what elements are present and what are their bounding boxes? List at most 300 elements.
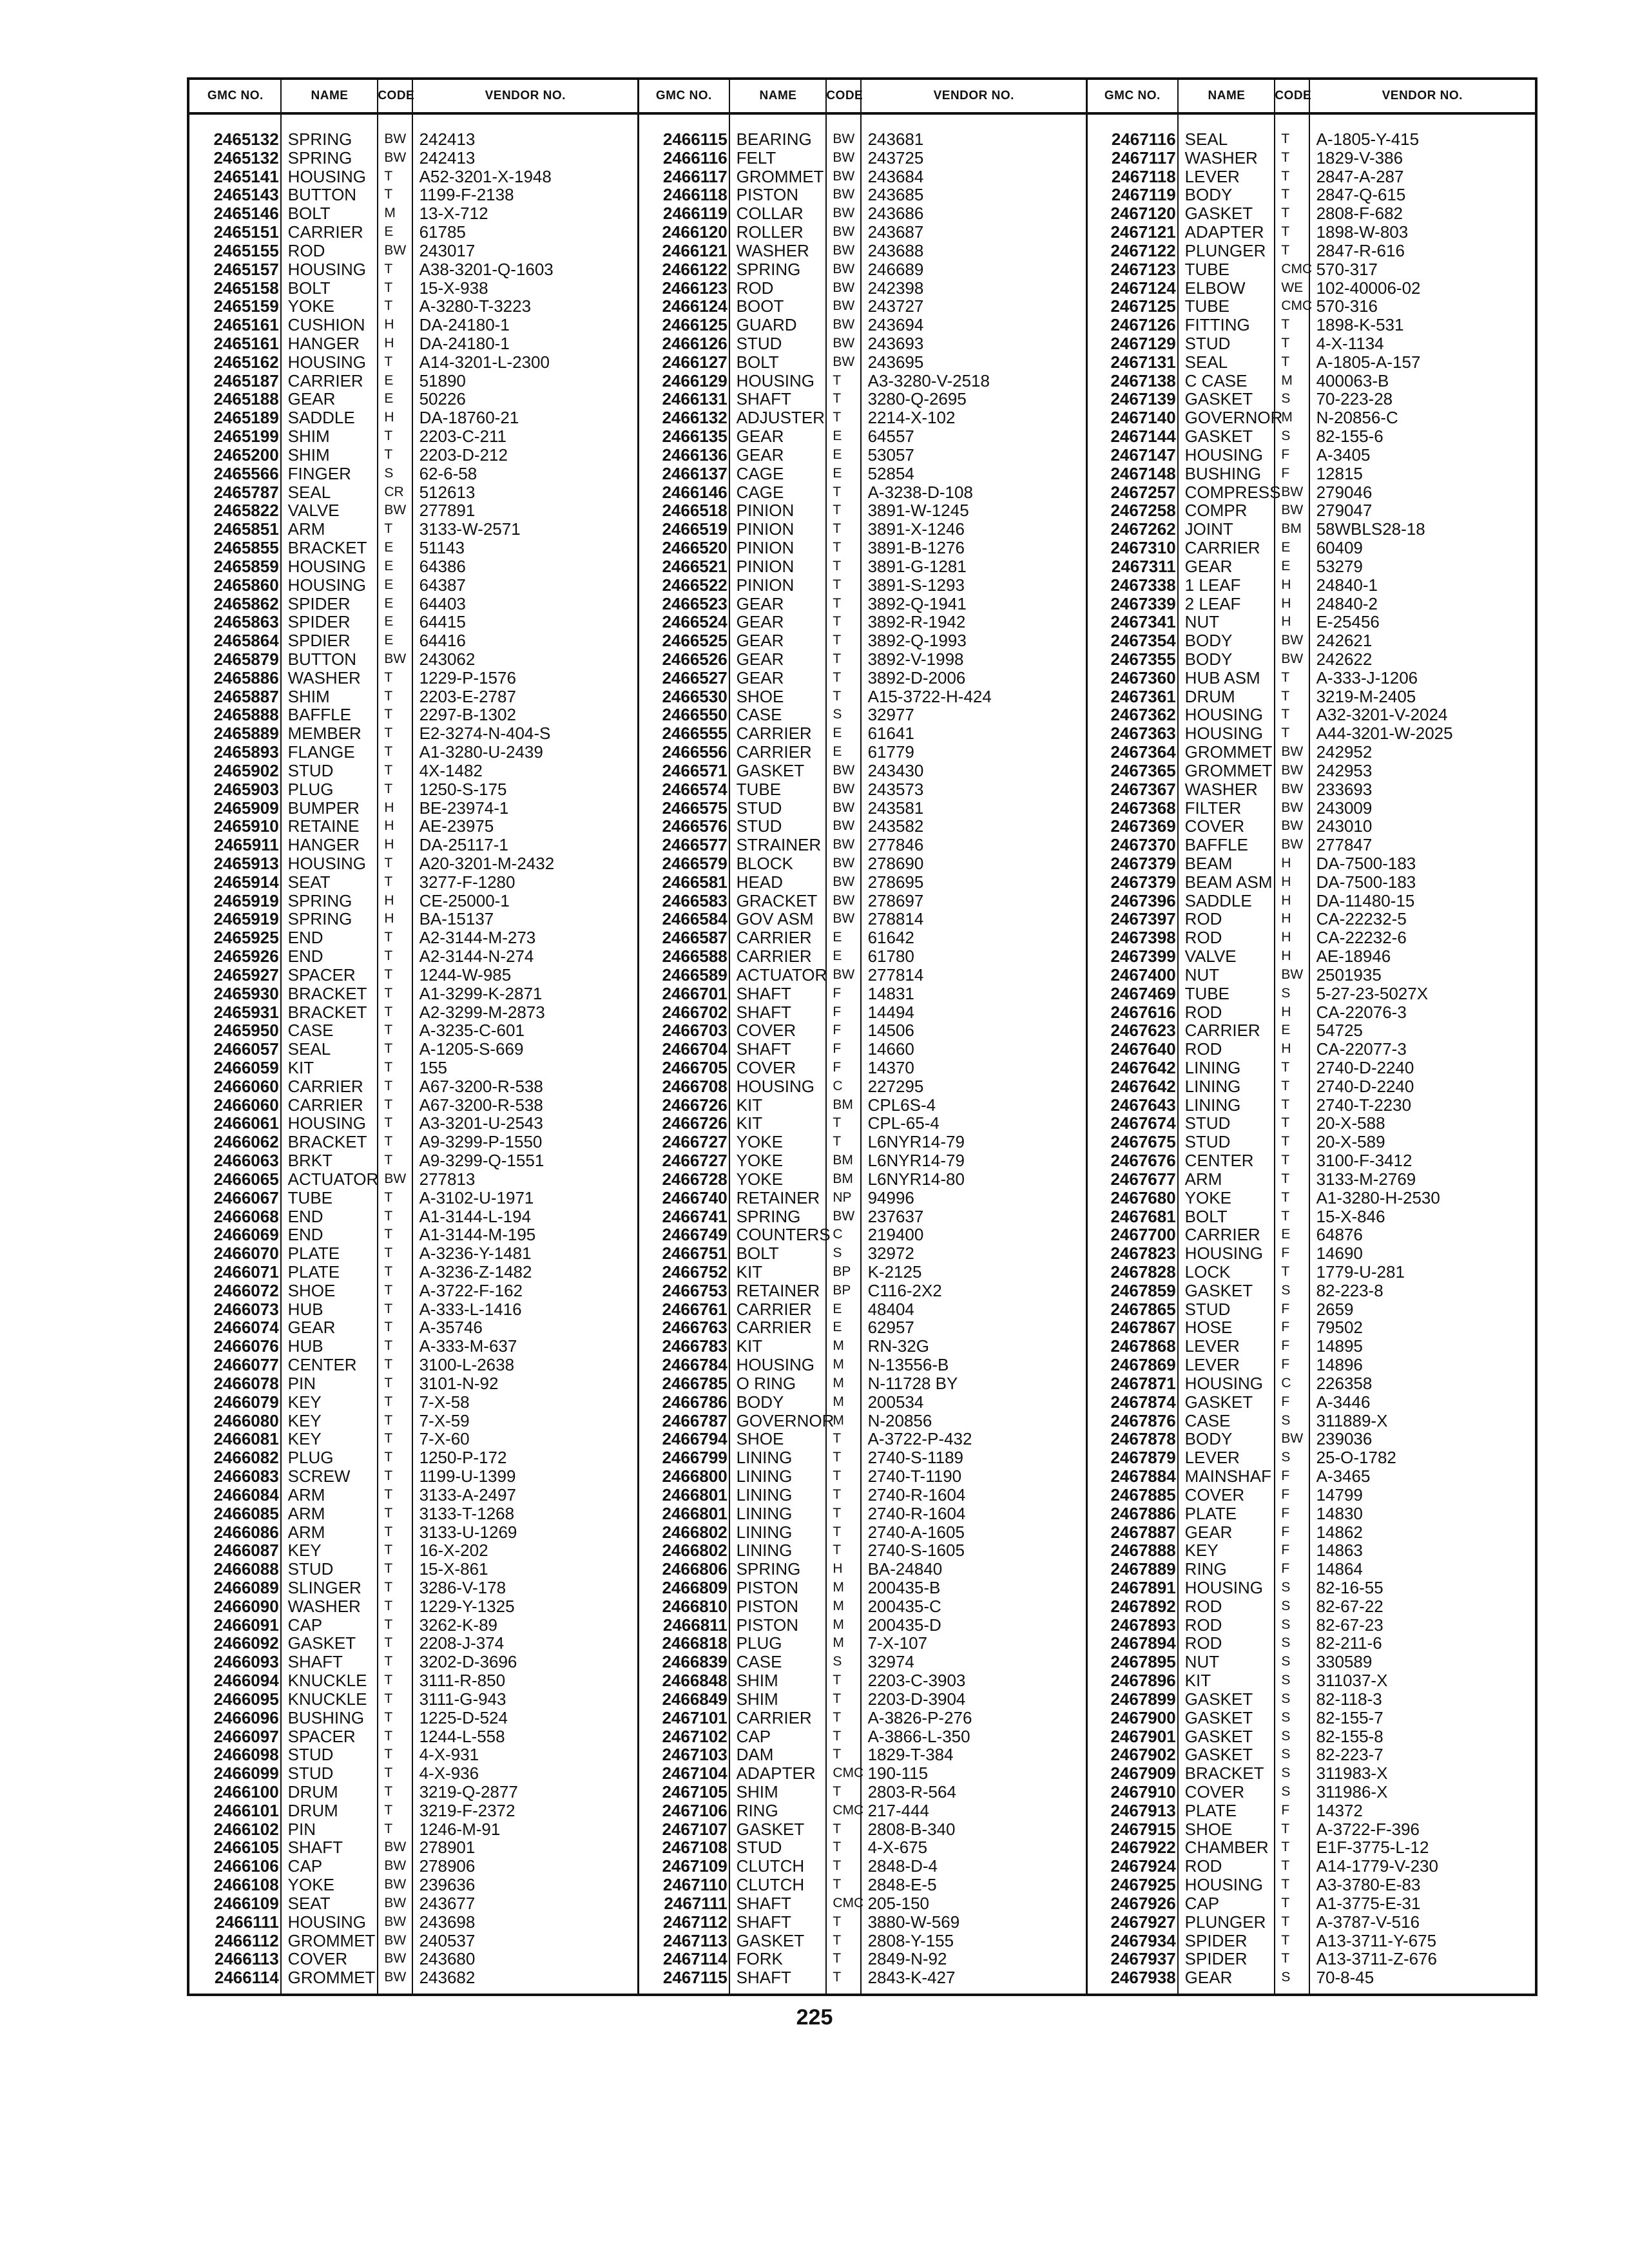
table-row (638, 947, 1086, 966)
vendor-number: 243680 (419, 1949, 476, 1969)
part-name: SPRING (736, 1206, 801, 1226)
table-row (638, 1857, 1086, 1876)
table-row (189, 1374, 638, 1393)
gmc-number: 2465851 (213, 519, 279, 539)
gmc-number: 2467125 (1110, 296, 1176, 316)
part-name: CARRIER (736, 724, 812, 744)
code: T (384, 1134, 393, 1149)
table-row (638, 1040, 1086, 1059)
vendor-number: 32972 (867, 1244, 914, 1264)
code: T (384, 1004, 393, 1019)
table-row (1086, 1300, 1535, 1319)
gmc-number: 2467889 (1110, 1559, 1176, 1579)
vendor-number: 4X-1482 (419, 760, 483, 780)
table-row (1086, 1653, 1535, 1671)
gmc-number: 2467886 (1110, 1503, 1176, 1523)
code: S (1281, 1747, 1291, 1762)
code: T (833, 1115, 842, 1131)
vendor-number: 15-X-846 (1316, 1206, 1385, 1226)
gmc-number: 2466800 (662, 1466, 728, 1486)
gmc-number: 2466579 (662, 853, 728, 873)
part-name: BOLT (287, 278, 331, 298)
part-name: END (287, 1206, 323, 1226)
table-row (1086, 1486, 1535, 1504)
table-row (638, 427, 1086, 446)
vendor-number: 243677 (419, 1893, 476, 1913)
vendor-number: 227295 (867, 1076, 924, 1096)
code: T (384, 1078, 393, 1093)
table-row (189, 372, 638, 390)
code: T (384, 1468, 393, 1484)
part-name: HANGER (287, 334, 360, 354)
vendor-number: 3262-K-89 (419, 1615, 498, 1635)
table-row (1086, 1170, 1535, 1189)
code: CMC (833, 1802, 864, 1818)
part-name: KEY (287, 1410, 322, 1430)
table-row (189, 650, 638, 669)
table-row (1086, 223, 1535, 242)
part-name: HOUSING (287, 352, 367, 372)
gmc-number: 2465158 (213, 278, 279, 298)
vendor-number: 7-X-58 (419, 1392, 470, 1412)
vendor-number: 2808-Y-155 (867, 1930, 954, 1950)
vendor-number: K-2125 (867, 1262, 922, 1282)
code: BW (833, 149, 855, 165)
vendor-number: 4-X-1134 (1316, 334, 1384, 354)
vendor-number: 32977 (867, 705, 914, 725)
code: BW (833, 206, 855, 221)
gmc-number: 2467823 (1110, 1244, 1176, 1264)
gmc-number: 2466099 (213, 1763, 279, 1783)
part-name: SPRING (287, 909, 352, 929)
table-row (1086, 353, 1535, 372)
vendor-number: 3219-F-2372 (419, 1800, 516, 1820)
code: T (384, 707, 393, 722)
part-name: GROMMET (736, 166, 824, 186)
gmc-number: 2465141 (213, 166, 279, 186)
vendor-number: 14830 (1316, 1503, 1363, 1523)
table-row (1086, 1040, 1535, 1059)
vendor-number: 3133-U-1269 (419, 1522, 517, 1542)
table-row (638, 1671, 1086, 1690)
vendor-number: 2843-K-427 (867, 1968, 956, 1988)
code: T (384, 1375, 393, 1390)
table-row (189, 297, 638, 316)
part-name: ROD (736, 278, 774, 298)
gmc-number: 2466763 (662, 1318, 728, 1338)
table-row (638, 1225, 1086, 1244)
code: T (833, 688, 842, 704)
part-name: SHAFT (736, 1968, 791, 1988)
vendor-number: A13-3711-Y-675 (1316, 1930, 1437, 1950)
code: T (384, 1338, 393, 1354)
table-row (638, 1356, 1086, 1374)
gmc-number: 2467362 (1110, 705, 1176, 725)
code: WE (1281, 280, 1304, 295)
vendor-number: 58WBLS28-18 (1316, 519, 1425, 539)
vendor-number: 243682 (419, 1968, 476, 1988)
vendor-number: BA-24840 (867, 1559, 943, 1579)
vendor-number: 3133-A-2497 (419, 1485, 516, 1504)
table-row (638, 316, 1086, 334)
vendor-number: 25-O-1782 (1316, 1448, 1396, 1468)
code: BW (833, 1208, 855, 1224)
vendor-number: 2803-R-564 (867, 1782, 956, 1802)
gmc-number: 2467114 (662, 1949, 728, 1969)
gmc-number: 2467122 (1110, 240, 1176, 260)
part-name: CARRIER (287, 370, 363, 390)
code: F (1281, 1394, 1290, 1409)
table-row (1086, 1523, 1535, 1542)
table-row (189, 1244, 638, 1263)
code: T (384, 1450, 393, 1465)
code: F (833, 1041, 842, 1057)
vendor-number: 277846 (867, 835, 924, 855)
table-row (1086, 297, 1535, 316)
code: T (1281, 1115, 1290, 1131)
gmc-number: 2466550 (662, 705, 728, 725)
code: E (833, 948, 842, 964)
gmc-number: 2467121 (1110, 222, 1176, 242)
vendor-number: A-3722-F-162 (419, 1280, 523, 1300)
part-name: KEY (287, 1392, 322, 1412)
gmc-number: 2466081 (213, 1429, 279, 1449)
code: H (384, 818, 394, 834)
code: BW (1281, 966, 1304, 982)
part-name: CAGE (736, 482, 784, 502)
vendor-number: 12815 (1316, 463, 1363, 483)
table-row (1086, 1263, 1535, 1282)
code: BW (1281, 633, 1304, 648)
vendor-number: 14506 (867, 1021, 914, 1041)
gmc-number: 2467397 (1110, 909, 1176, 929)
table-row (638, 223, 1086, 242)
gmc-number: 2466098 (213, 1745, 279, 1765)
vendor-number: 53057 (867, 445, 914, 465)
table-row (1086, 743, 1535, 762)
header-name: NAME (1208, 89, 1246, 102)
table-row (189, 279, 638, 298)
part-name: CAP (736, 1726, 771, 1746)
gmc-number: 2465157 (213, 259, 279, 279)
gmc-number: 2466749 (662, 1225, 728, 1245)
code: T (384, 1617, 393, 1632)
code: BW (833, 911, 855, 927)
gmc-number: 2466125 (662, 315, 728, 335)
part-name: ROD (1184, 909, 1222, 929)
code: T (833, 503, 842, 518)
table-row (189, 724, 638, 743)
table-row (1086, 947, 1535, 966)
gmc-number: 2466588 (662, 947, 728, 966)
table-row (1086, 372, 1535, 390)
code: T (833, 372, 842, 388)
code: T (833, 484, 842, 499)
vendor-number: A15-3722-H-424 (867, 686, 992, 706)
part-name: BRACKET (1184, 1763, 1264, 1783)
code: F (1281, 447, 1290, 462)
part-name: LINING (1184, 1095, 1241, 1115)
gmc-number: 2467147 (1110, 445, 1176, 465)
code: BW (833, 280, 855, 295)
code: T (833, 1673, 842, 1688)
part-name: STUD (1184, 1299, 1231, 1319)
gmc-number: 2467104 (662, 1763, 728, 1783)
code: F (1281, 465, 1290, 481)
code: T (384, 744, 393, 760)
vendor-number: 1225-D-524 (419, 1707, 508, 1727)
table-row (189, 1448, 638, 1467)
part-name: PISTON (736, 1596, 798, 1616)
vendor-number: 2203-C-3903 (867, 1671, 966, 1691)
gmc-number: 2465913 (213, 853, 279, 873)
gmc-number: 2465161 (213, 315, 279, 335)
table-row (1086, 799, 1535, 818)
table-row (189, 390, 638, 408)
header-gmc-no: GMC NO. (1104, 89, 1161, 102)
vendor-number: 243698 (419, 1912, 476, 1932)
gmc-number: 2465161 (213, 334, 279, 354)
gmc-number: 2466061 (213, 1113, 279, 1133)
part-name: TUBE (287, 1187, 333, 1207)
table-row (189, 1133, 638, 1151)
gmc-number: 2466849 (662, 1689, 728, 1709)
code: M (833, 1412, 844, 1428)
part-name: HOUSING (1184, 705, 1264, 725)
table-row (1086, 1894, 1535, 1913)
gmc-number: 2466112 (214, 1930, 279, 1950)
vendor-number: 62957 (867, 1318, 914, 1338)
table-row (638, 1244, 1086, 1263)
gmc-number: 2466584 (662, 909, 728, 929)
part-name: GEAR (736, 668, 784, 687)
table-row (638, 1932, 1086, 1950)
vendor-number: 82-118-3 (1316, 1689, 1382, 1709)
table-row (189, 260, 638, 279)
table-row (1086, 1541, 1535, 1560)
part-name: PINION (736, 575, 795, 595)
vendor-number: 60409 (1316, 538, 1363, 558)
part-name: SPIDER (1184, 1930, 1248, 1950)
part-name: SADDLE (1184, 890, 1252, 910)
part-name: GEAR (1184, 1522, 1233, 1542)
part-name: CARRIER (287, 1095, 363, 1115)
gmc-number: 2465188 (213, 389, 279, 409)
gmc-number: 2466810 (662, 1596, 728, 1616)
table-row (189, 1541, 638, 1560)
vendor-number: 3892-D-2006 (867, 668, 966, 687)
vendor-number: A20-3201-M-2432 (419, 853, 555, 873)
part-name: GASKET (1184, 1392, 1253, 1412)
table-row (189, 1913, 638, 1932)
table-row (189, 1263, 638, 1282)
table-row (1086, 854, 1535, 873)
code: T (833, 1728, 842, 1744)
part-name: ROD (287, 240, 325, 260)
part-name: STUD (1184, 1132, 1231, 1152)
code: BP (833, 1282, 851, 1298)
part-name: ROLLER (736, 222, 804, 242)
table-row (189, 483, 638, 502)
table-row (189, 1282, 638, 1300)
gmc-number: 2465187 (213, 370, 279, 390)
part-name: GROMMET (1184, 742, 1273, 762)
gmc-number: 2466127 (662, 352, 728, 372)
gmc-number: 2465887 (213, 686, 279, 706)
part-name: COVER (736, 1058, 796, 1077)
part-name: SPIDER (1184, 1949, 1248, 1969)
vendor-number: 1898-K-531 (1316, 315, 1404, 335)
code: S (1281, 1673, 1291, 1688)
gmc-number: 2467106 (662, 1800, 728, 1820)
vendor-number: A-3235-C-601 (419, 1021, 525, 1041)
vendor-number: A67-3200-R-538 (419, 1076, 543, 1096)
part-name: GEAR (736, 445, 784, 465)
code: F (1281, 1486, 1290, 1502)
part-name: CASE (1184, 1410, 1231, 1430)
vendor-number: 48404 (867, 1299, 914, 1319)
table-row (638, 1263, 1086, 1282)
gmc-number: 2465919 (213, 890, 279, 910)
part-name: LINING (1184, 1058, 1241, 1077)
table-row (1086, 1560, 1535, 1579)
code: H (1281, 874, 1291, 889)
gmc-number: 2466106 (213, 1856, 279, 1876)
vendor-number: 190-115 (867, 1763, 929, 1783)
part-name: BRACKET (287, 983, 367, 1003)
table-row (189, 966, 638, 985)
vendor-number: 243062 (419, 649, 476, 669)
part-name: GASKET (736, 1930, 805, 1950)
part-name: LINING (1184, 1076, 1241, 1096)
part-name: SPIDER (287, 593, 351, 613)
code: BW (1281, 1431, 1304, 1446)
code: BW (833, 317, 855, 332)
vendor-number: 64386 (419, 556, 466, 576)
part-name: HOUSING (287, 1912, 367, 1932)
part-name: PINION (736, 538, 795, 558)
part-name: GASKET (287, 1633, 356, 1653)
gmc-number: 2466084 (213, 1485, 279, 1504)
code: BW (1281, 762, 1304, 778)
part-name: YOKE (287, 1875, 334, 1895)
table-row (189, 1021, 638, 1040)
gmc-number: 2466080 (213, 1410, 279, 1430)
gmc-number: 2467909 (1110, 1763, 1176, 1783)
code: BP (833, 1264, 851, 1280)
gmc-number: 2466077 (213, 1355, 279, 1375)
vendor-number: 3133-T-1268 (419, 1503, 515, 1523)
gmc-number: 2467355 (1110, 649, 1176, 669)
table-row (189, 427, 638, 446)
code: BW (384, 1895, 407, 1910)
gmc-number: 2467131 (1110, 352, 1176, 372)
gmc-number: 2466119 (662, 204, 728, 224)
part-name: CAGE (736, 463, 784, 483)
gmc-number: 2467642 (1110, 1058, 1176, 1077)
code: BW (833, 354, 855, 369)
part-name: CARRIER (736, 1299, 812, 1319)
code: BW (1281, 800, 1304, 815)
gmc-number: 2467379 (1110, 872, 1176, 892)
table-row (1086, 1467, 1535, 1486)
table-row (189, 353, 638, 372)
part-name: SHAFT (736, 983, 791, 1003)
table-row (189, 613, 638, 631)
code: T (1281, 187, 1290, 202)
table-row (189, 223, 638, 242)
table-row (189, 1114, 638, 1133)
gmc-number: 2466587 (662, 928, 728, 948)
gmc-number: 2466752 (662, 1262, 728, 1282)
gmc-number: 2466577 (662, 835, 728, 855)
vendor-number: 240537 (419, 1930, 476, 1950)
vendor-number: 226358 (1316, 1373, 1373, 1393)
gmc-number: 2467258 (1110, 501, 1176, 521)
code: T (833, 1134, 842, 1149)
code: T (833, 1970, 842, 1985)
code: H (1281, 1041, 1291, 1057)
code: S (1281, 1970, 1291, 1985)
table-row (1086, 817, 1535, 836)
table-row (189, 1467, 638, 1486)
gmc-number: 2467400 (1110, 965, 1176, 985)
gmc-number: 2466705 (662, 1058, 728, 1077)
gmc-number: 2467925 (1110, 1875, 1176, 1895)
code: F (833, 985, 842, 1001)
table-row (1086, 669, 1535, 687)
table-row (638, 1393, 1086, 1412)
code: S (1281, 1635, 1291, 1651)
gmc-number: 2466583 (662, 890, 728, 910)
table-row (638, 613, 1086, 631)
gmc-number: 2467354 (1110, 631, 1176, 651)
header-code: CODE (826, 89, 863, 102)
code: T (384, 1747, 393, 1762)
vendor-number: A-3280-T-3223 (419, 296, 532, 316)
gmc-number: 2466121 (662, 240, 728, 260)
gmc-number: 2467675 (1110, 1132, 1176, 1152)
table-row (638, 1894, 1086, 1913)
vendor-number: 1829-T-384 (867, 1745, 954, 1765)
vendor-number: N-11728 BY (867, 1373, 958, 1393)
table-row (1086, 1709, 1535, 1727)
gmc-number: 2465200 (213, 445, 279, 465)
table-row (638, 1820, 1086, 1839)
table-row (189, 1671, 638, 1690)
vendor-number: 1229-Y-1325 (419, 1596, 515, 1616)
table-row (1086, 557, 1535, 576)
code: E (384, 391, 394, 407)
part-name: HEAD (736, 872, 783, 892)
part-name: CARRIER (287, 222, 363, 242)
vendor-number: 1779-U-281 (1316, 1262, 1405, 1282)
gmc-number: 2467876 (1110, 1410, 1176, 1430)
code: T (1281, 224, 1290, 240)
part-name: HOUSING (287, 166, 367, 186)
part-name: CASE (736, 705, 782, 725)
gmc-number: 2465919 (213, 909, 279, 929)
vendor-number: 400063-B (1316, 370, 1389, 390)
gmc-number: 2466132 (662, 408, 728, 428)
vendor-number: A2-3144-N-274 (419, 947, 534, 966)
part-name: O RING (736, 1373, 796, 1393)
part-name: CLUTCH (736, 1856, 805, 1876)
part-name: ARM (1184, 1169, 1222, 1189)
gmc-number: 2466120 (662, 222, 728, 242)
table-row (638, 1412, 1086, 1430)
gmc-number: 2465888 (213, 705, 279, 725)
